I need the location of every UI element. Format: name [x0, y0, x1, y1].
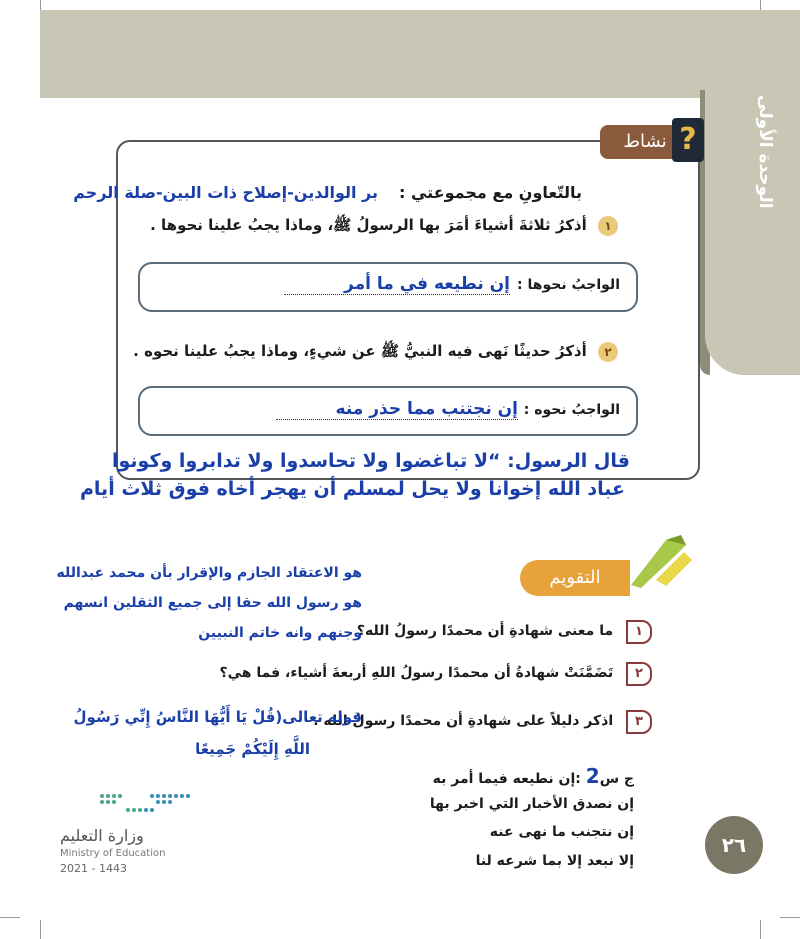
- answer2-line-4: إلا نبعد إلا بما شرعه لنا: [475, 853, 634, 869]
- hadith-line-2: عباد الله إخوانا ولا يحل لمسلم أن يهجر أخاه فوق ثلاث أيام: [80, 478, 625, 500]
- q1-answer-label: الواجبُ نحوها :: [517, 277, 620, 293]
- question-mark-icon: ?: [672, 118, 704, 162]
- crop-mark: [0, 917, 20, 918]
- answer3-line-2: اللَّهِ إِلَيْكُمْ جَمِيعًا: [195, 740, 310, 758]
- eval-q1-row: [357, 620, 652, 644]
- evaluation-tag: التقويم: [520, 560, 630, 596]
- year-label: 2021 - 1443: [60, 862, 127, 875]
- answer2-text-1: :إن نطيعه فيما أمر به: [432, 771, 581, 787]
- q2-text: أذكرُ حديثًا نَهى فيه النبيُّ ﷺ عن شيءٍ، وماذا يجبُ علينا نحوه .: [133, 342, 587, 360]
- answer1-line-3: وجنهم وانه خاتم النبيين: [198, 625, 362, 641]
- q2-answer-label: الواجبُ نحوه :: [523, 402, 620, 418]
- crop-mark: [780, 917, 800, 918]
- unit-title: الوحدة الأولى: [755, 95, 775, 209]
- q2-answer-text[interactable]: إن نجتنب مما حذر منه: [276, 399, 518, 420]
- eval-q3-row: [313, 710, 652, 734]
- answer2-line-3: إن نتجنب ما نهى عنه: [489, 824, 634, 840]
- crop-mark: [40, 920, 41, 939]
- answer3-line-1: قوله تعالى(قُلْ يَا أَيُّهَا النَّاسُ إِنِّي رَسُولُ: [73, 708, 362, 726]
- q2-answer[interactable]: [276, 399, 518, 420]
- answer1-line-2: هو رسول الله حقا إلى جميع الثقلين انسهم: [63, 595, 362, 611]
- q1-text: أذكرُ ثلاثةَ أشياءَ أمَرَ بها الرسولُ ﷺ، وماذا يجبُ علينا نحوها .: [150, 216, 587, 234]
- eval-q2-text: تَضَمَّنَتْ شهادةُ أن محمدًا رسولُ اللهِ أربعةَ أشياء، فما هي؟: [219, 665, 614, 681]
- pen-icon: [626, 530, 696, 590]
- q1-number: ١: [598, 216, 618, 236]
- hadith-line-1: قال الرسول: “لا تباغضوا ولا تحاسدوا ولا تدابروا وكونوا: [111, 450, 630, 472]
- eval-q3-text: اذكر دليلاً على شهادةِ أن محمدًا رسولُ الله .: [313, 713, 614, 729]
- crop-mark: [760, 920, 761, 939]
- answer2-prefix: ج س: [599, 771, 634, 787]
- ministry-name-en: Ministry of Education: [60, 848, 166, 859]
- header-band: [40, 10, 800, 98]
- q1-row: [150, 216, 618, 238]
- eval-q2-row: [219, 662, 652, 686]
- eval-q1-number: ١: [626, 620, 652, 644]
- cooperation-label: بالتّعاونِ مع مجموعتي :: [399, 183, 582, 202]
- page-number: ٢٦: [705, 816, 763, 874]
- q2-number: ٢: [598, 342, 618, 362]
- answer1-line-1: هو الاعتقاد الجازم والإقرار بأن محمد عبدالله: [56, 565, 362, 581]
- answer2-line-1: [433, 764, 634, 788]
- q1-answer-text[interactable]: إن نطيعه في ما أمر: [284, 274, 510, 295]
- answer2-line-2: إن نصدق الأخبار التي اخبر بها: [429, 796, 634, 812]
- eval-q1-text: ما معنى شهادةِ أن محمدًا رسولُ الله؟: [356, 623, 614, 639]
- answer2-num: 2: [585, 764, 600, 788]
- eval-q3-number: ٣: [626, 710, 652, 734]
- activity-tag: نشاط: [600, 125, 690, 159]
- eval-q2-number: ٢: [626, 662, 652, 686]
- q1-answer[interactable]: [284, 274, 510, 295]
- ministry-name-ar: وزارة التعليم: [60, 826, 144, 845]
- cooperation-answer: بر الوالدين-إصلاح ذات البين-صلة الرحم: [73, 183, 378, 202]
- ministry-logo-icon: [98, 790, 192, 818]
- q2-row: [133, 342, 618, 364]
